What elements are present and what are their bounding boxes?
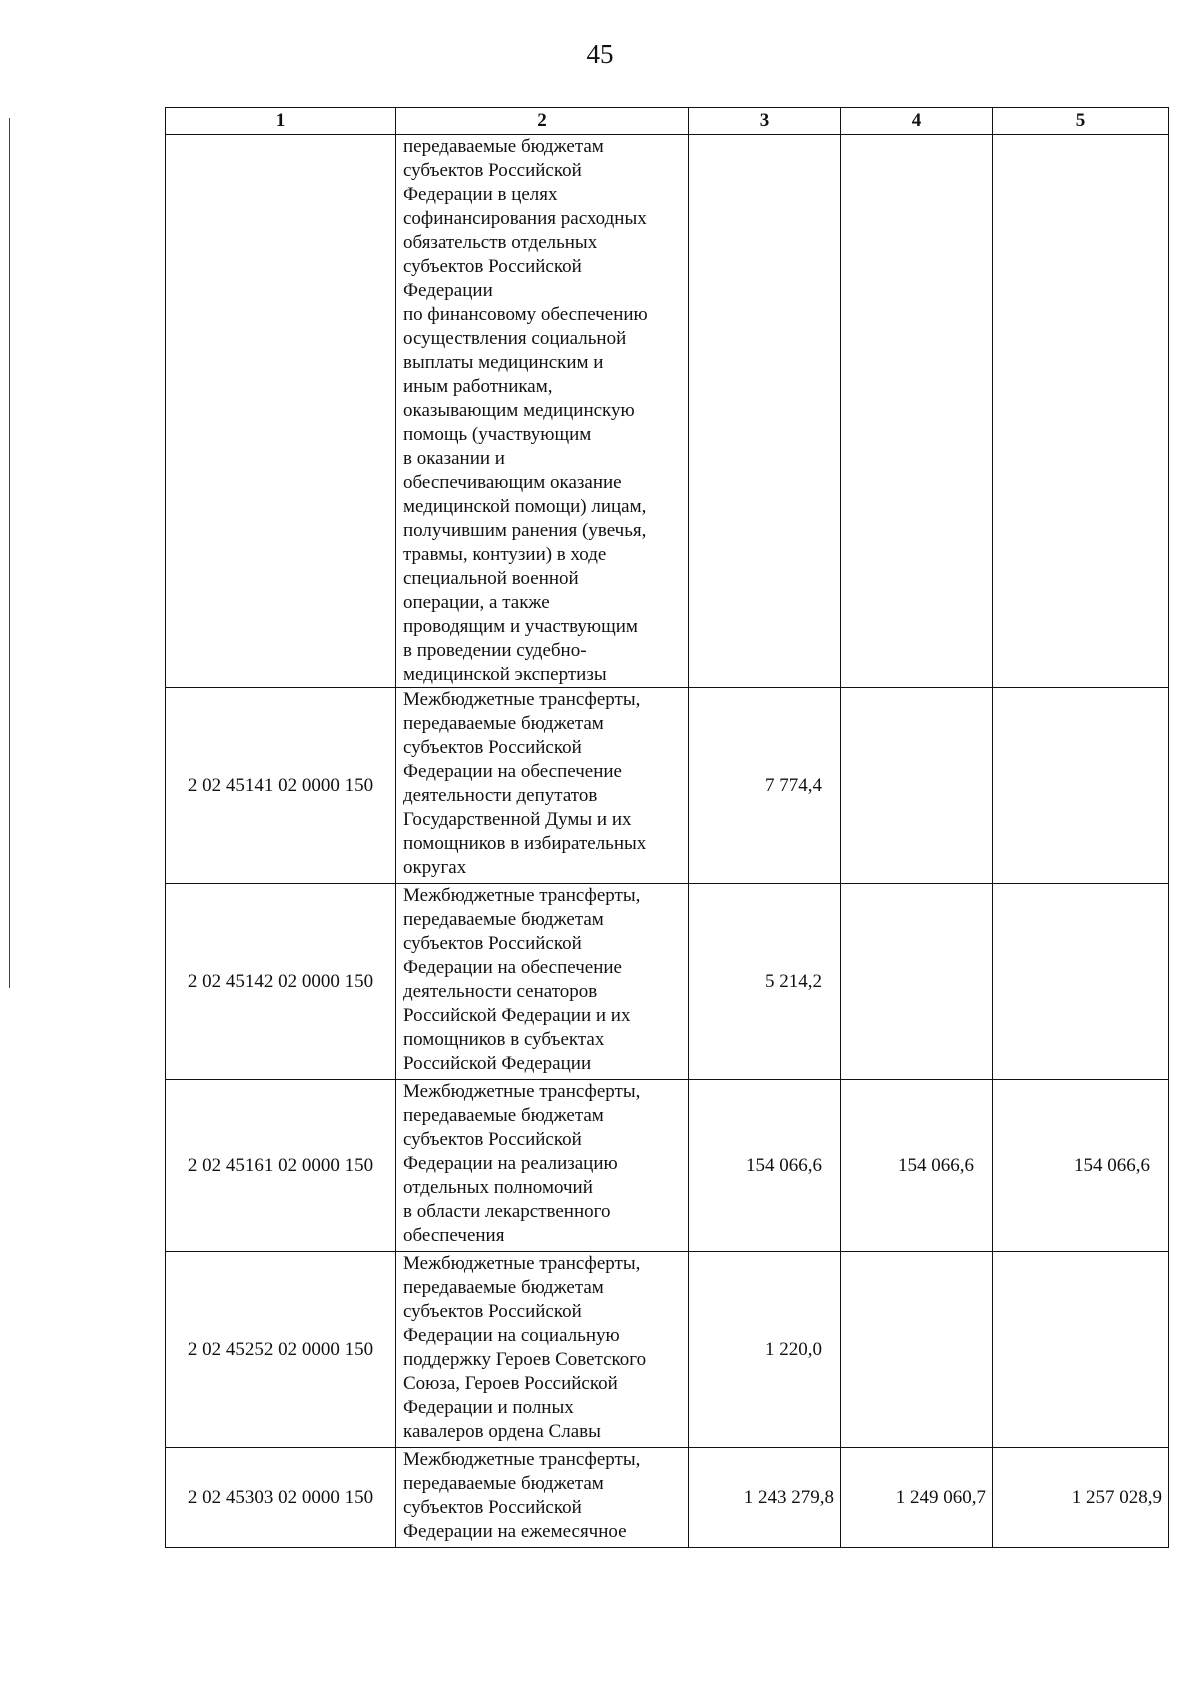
table-row [166, 688, 1169, 884]
value-cell-5 [993, 135, 1169, 688]
value-cell-4: 154 066,6 [841, 1080, 993, 1252]
table-row [166, 884, 1169, 1080]
value-cell-3: 1 243 279,8 [689, 1448, 841, 1548]
header-col-1: 1 [166, 108, 396, 135]
name-cell: Межбюджетные трансферты, передаваемые бюджетам субъектов Российской Федерации на реализацию отдельных полномочий в области лекарственного обеспечения [396, 1080, 689, 1252]
table-row [166, 1080, 1169, 1252]
value-cell-5: 1 257 028,9 [993, 1448, 1169, 1548]
code-cell: 2 02 45252 02 0000 150 [166, 1252, 396, 1448]
value-cell-4: 1 249 060,7 [841, 1448, 993, 1548]
table-row [166, 1252, 1169, 1448]
value-cell-5 [993, 1252, 1169, 1448]
code-cell: 2 02 45161 02 0000 150 [166, 1080, 396, 1252]
value-cell-5 [993, 688, 1169, 884]
name-cell: Межбюджетные трансферты, передаваемые бюджетам субъектов Российской Федерации на обеспечение деятельности депутатов Государственной Думы и их помощников в избирательных округах [396, 688, 689, 884]
table-row [166, 1448, 1169, 1548]
header-col-3: 3 [689, 108, 841, 135]
scan-edge-line [9, 118, 10, 988]
value-cell-4 [841, 135, 993, 688]
budget-table [165, 107, 1169, 1548]
value-cell-5 [993, 884, 1169, 1080]
header-col-4: 4 [841, 108, 993, 135]
header-col-5: 5 [993, 108, 1169, 135]
code-cell: 2 02 45142 02 0000 150 [166, 884, 396, 1080]
name-cell: Межбюджетные трансферты, передаваемые бюджетам субъектов Российской Федерации на ежемесячное [396, 1448, 689, 1548]
value-cell-3 [689, 135, 841, 688]
header-col-2: 2 [396, 108, 689, 135]
table-header-row [166, 108, 1169, 135]
value-cell-3: 154 066,6 [689, 1080, 841, 1252]
value-cell-4 [841, 884, 993, 1080]
name-cell: Межбюджетные трансферты, передаваемые бюджетам субъектов Российской Федерации на социальную поддержку Героев Советского Союза, Героев Российской Федерации и полных кавалеров ордена Славы [396, 1252, 689, 1448]
name-cell: Межбюджетные трансферты, передаваемые бюджетам субъектов Российской Федерации на обеспечение деятельности сенаторов Российской Федерации и их помощников в субъектах Российской Федерации [396, 884, 689, 1080]
value-cell-3: 1 220,0 [689, 1252, 841, 1448]
name-cell: передаваемые бюджетам субъектов Российской Федерации в целях софинансирования расходных обязательств отдельных субъектов Российской Федерации по финансовому обеспечению осуществления социальной выплаты медицинским и иным работникам, оказывающим медицинскую помощь (участвующим в оказании и обеспечивающим оказание медицинской помощи) лицам, получившим ранения (увечья, травмы, контузии) в ходе специальной военной операции, а также проводящим и участвующим в проведении судебно- медицинской экспертизы [396, 135, 689, 688]
value-cell-3: 5 214,2 [689, 884, 841, 1080]
table-row [166, 135, 1169, 688]
code-cell [166, 135, 396, 688]
value-cell-3: 7 774,4 [689, 688, 841, 884]
page-number: 45 [586, 39, 614, 69]
value-cell-5: 154 066,6 [993, 1080, 1169, 1252]
code-cell: 2 02 45303 02 0000 150 [166, 1448, 396, 1548]
code-cell: 2 02 45141 02 0000 150 [166, 688, 396, 884]
value-cell-4 [841, 1252, 993, 1448]
value-cell-4 [841, 688, 993, 884]
